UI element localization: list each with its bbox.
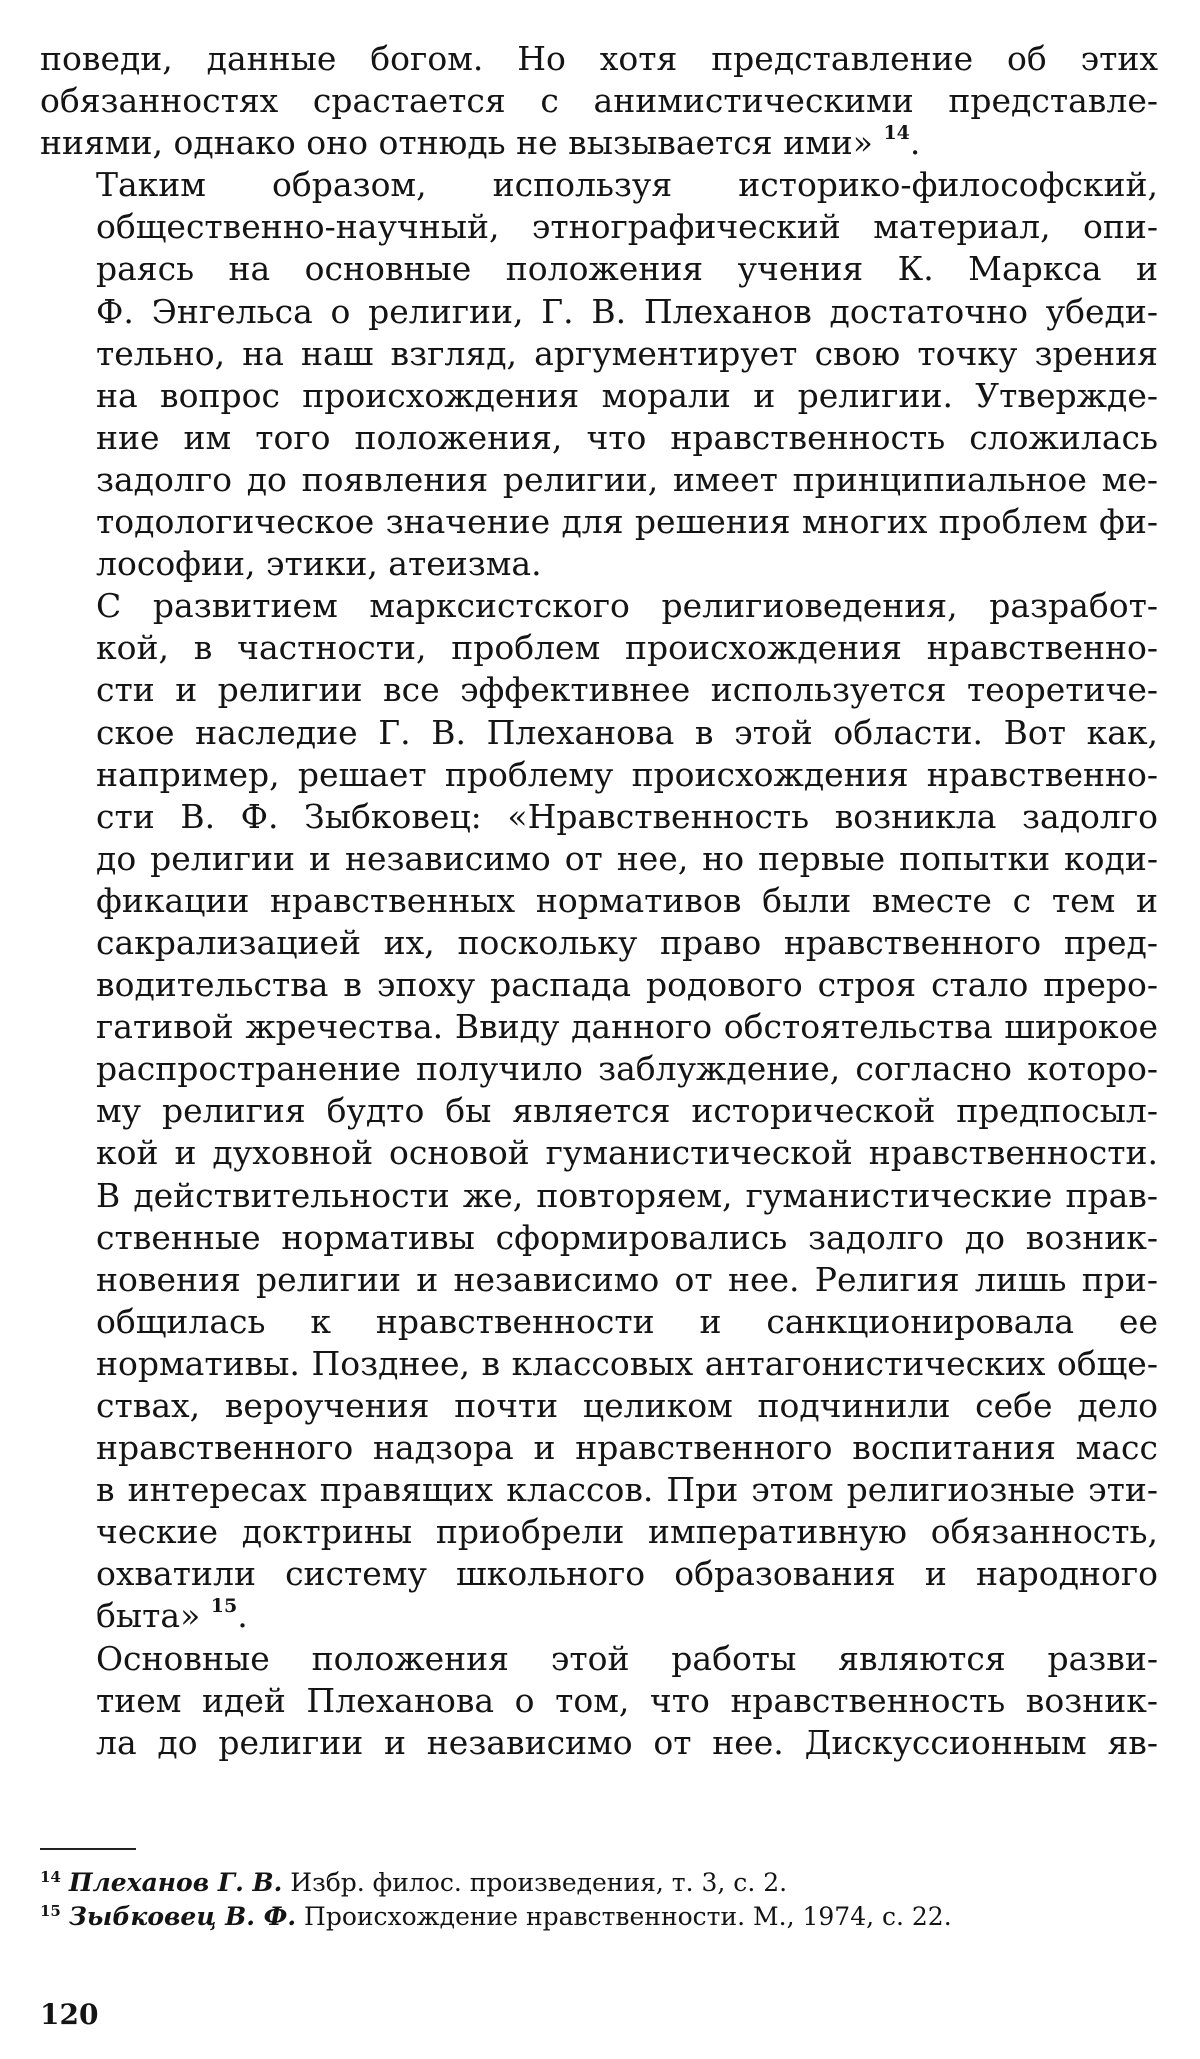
text-line: нравственного надзора и нравственного воспитания масс: [96, 1428, 1158, 1468]
text-line: ниями, однако оно отнюдь не вызывается ими» $^{14}$.: [40, 122, 921, 163]
text-line: обязанностях срастается с анимистическими представле-: [40, 81, 1158, 121]
page-number: 120: [40, 1998, 99, 2031]
text-line: ское наследие Г. В. Плеханова в этой области. Вот как,: [96, 712, 1158, 752]
text-line: общилась к нравственности и санкционировала ее: [96, 1301, 1158, 1341]
text-line: быта» $^{15}$.: [96, 1595, 248, 1636]
text-line: ственные нормативы сформировались задолго до возник-: [96, 1217, 1158, 1257]
footnote-text: Происхождение нравственности. М., 1974, с. 22.: [304, 1902, 952, 1931]
text-line: новения религии и независимо от нее. Религия лишь при-: [96, 1259, 1158, 1299]
text-line: фикации нравственных нормативов были вместе с тем и: [96, 880, 1158, 920]
text-line: Ф. Энгельса о религии, Г. В. Плеханов достаточно убеди-: [96, 291, 1158, 331]
text-line: сакрализацией их, поскольку право нравственного пред-: [96, 922, 1158, 962]
footnote-15: [40, 1900, 1158, 1934]
footnotes: [40, 1866, 1158, 1934]
text-line: задолго до появления религии, имеет принципиальное ме-: [96, 459, 1158, 499]
footnote-text: Избр. филос. произведения, т. 3, с. 2.: [290, 1868, 788, 1897]
footnote-author: Плеханов Г. В.: [68, 1868, 283, 1897]
text-line: например, решает проблему происхождения нравственно-: [96, 754, 1158, 794]
punctuation: .: [909, 123, 921, 163]
text-line: сти В. Ф. Зыбковец: «Нравственность возникла задолго: [96, 796, 1158, 836]
footnote-divider: [40, 1848, 136, 1850]
text-line: охватили систему школьного образования и народного: [96, 1554, 1158, 1594]
footnote-14: [40, 1866, 1158, 1900]
main-text: [40, 38, 1158, 1764]
footnote-reference[interactable]: 15: [210, 1595, 238, 1618]
text-line: тельно, на наш взгляд, аргументирует свою точку зрения: [96, 333, 1158, 373]
text-line: му религия будто бы является исторической предпосыл-: [96, 1091, 1158, 1131]
footnote-number: 14: [40, 1868, 61, 1886]
text-line: распространение получило заблуждение, согласно которо-: [96, 1049, 1158, 1089]
punctuation: .: [237, 1596, 248, 1636]
text-line: на вопрос происхождения морали и религии. Утвержде-: [96, 375, 1158, 415]
paragraph: [40, 38, 1158, 164]
text-line: гативой жречества. Ввиду данного обстоятельства широкое: [96, 1007, 1158, 1047]
text-line: тием идей Плеханова о том, что нравственность возник-: [96, 1680, 1158, 1720]
text-line: лософии, этики, атеизма.: [96, 544, 542, 584]
text-line: раясь на основные положения учения К. Маркса и: [96, 249, 1158, 289]
text-line: кой, в частности, проблем происхождения нравственно-: [96, 628, 1158, 668]
text-line: кой и духовной основой гуманистической нравственности.: [96, 1133, 1158, 1173]
paragraph: [40, 585, 1158, 1637]
text-line: Основные положения этой работы являются разви-: [96, 1638, 1158, 1678]
text-line: до религии и независимо от нее, но первые попытки коди-: [96, 838, 1158, 878]
text-line: в интересах правящих классов. При этом религиозные эти-: [96, 1470, 1158, 1510]
footnote-author: Зыбковец В. Ф.: [68, 1902, 297, 1931]
text-line: тодологическое значение для решения многих проблем фи-: [96, 502, 1158, 542]
text-line: общественно-научный, этнографический материал, опи-: [96, 207, 1158, 247]
paragraph: [40, 1638, 1158, 1764]
text-line: сти и религии все эффективнее используется теоретиче-: [96, 670, 1158, 710]
text-line: поведи, данные богом. Но хотя представление об этих: [40, 39, 1158, 78]
text-line: ческие доктрины приобрели императивную обязанность,: [96, 1512, 1158, 1552]
text-line: ствах, вероучения почти целиком подчинили себе дело: [96, 1386, 1158, 1425]
text-line: С развитием марксистского религиоведения, разработ-: [96, 586, 1158, 626]
text-line: ла до религии и независимо от нее. Дискуссионным яв-: [96, 1722, 1158, 1762]
text-line: Таким образом, используя историко-философский,: [96, 165, 1158, 205]
footnote-reference[interactable]: 14: [883, 122, 910, 145]
text-line: ние им того положения, что нравственность сложилась: [96, 417, 1158, 457]
text-line: В действительности же, повторяем, гуманистические прав-: [96, 1175, 1158, 1215]
text-line: водительства в эпоху распада родового строя стало преро-: [96, 965, 1158, 1005]
paragraph: [40, 164, 1158, 585]
text-line: нормативы. Позднее, в классовых антагонистических обще-: [96, 1343, 1158, 1383]
footnote-number: 15: [40, 1902, 61, 1920]
